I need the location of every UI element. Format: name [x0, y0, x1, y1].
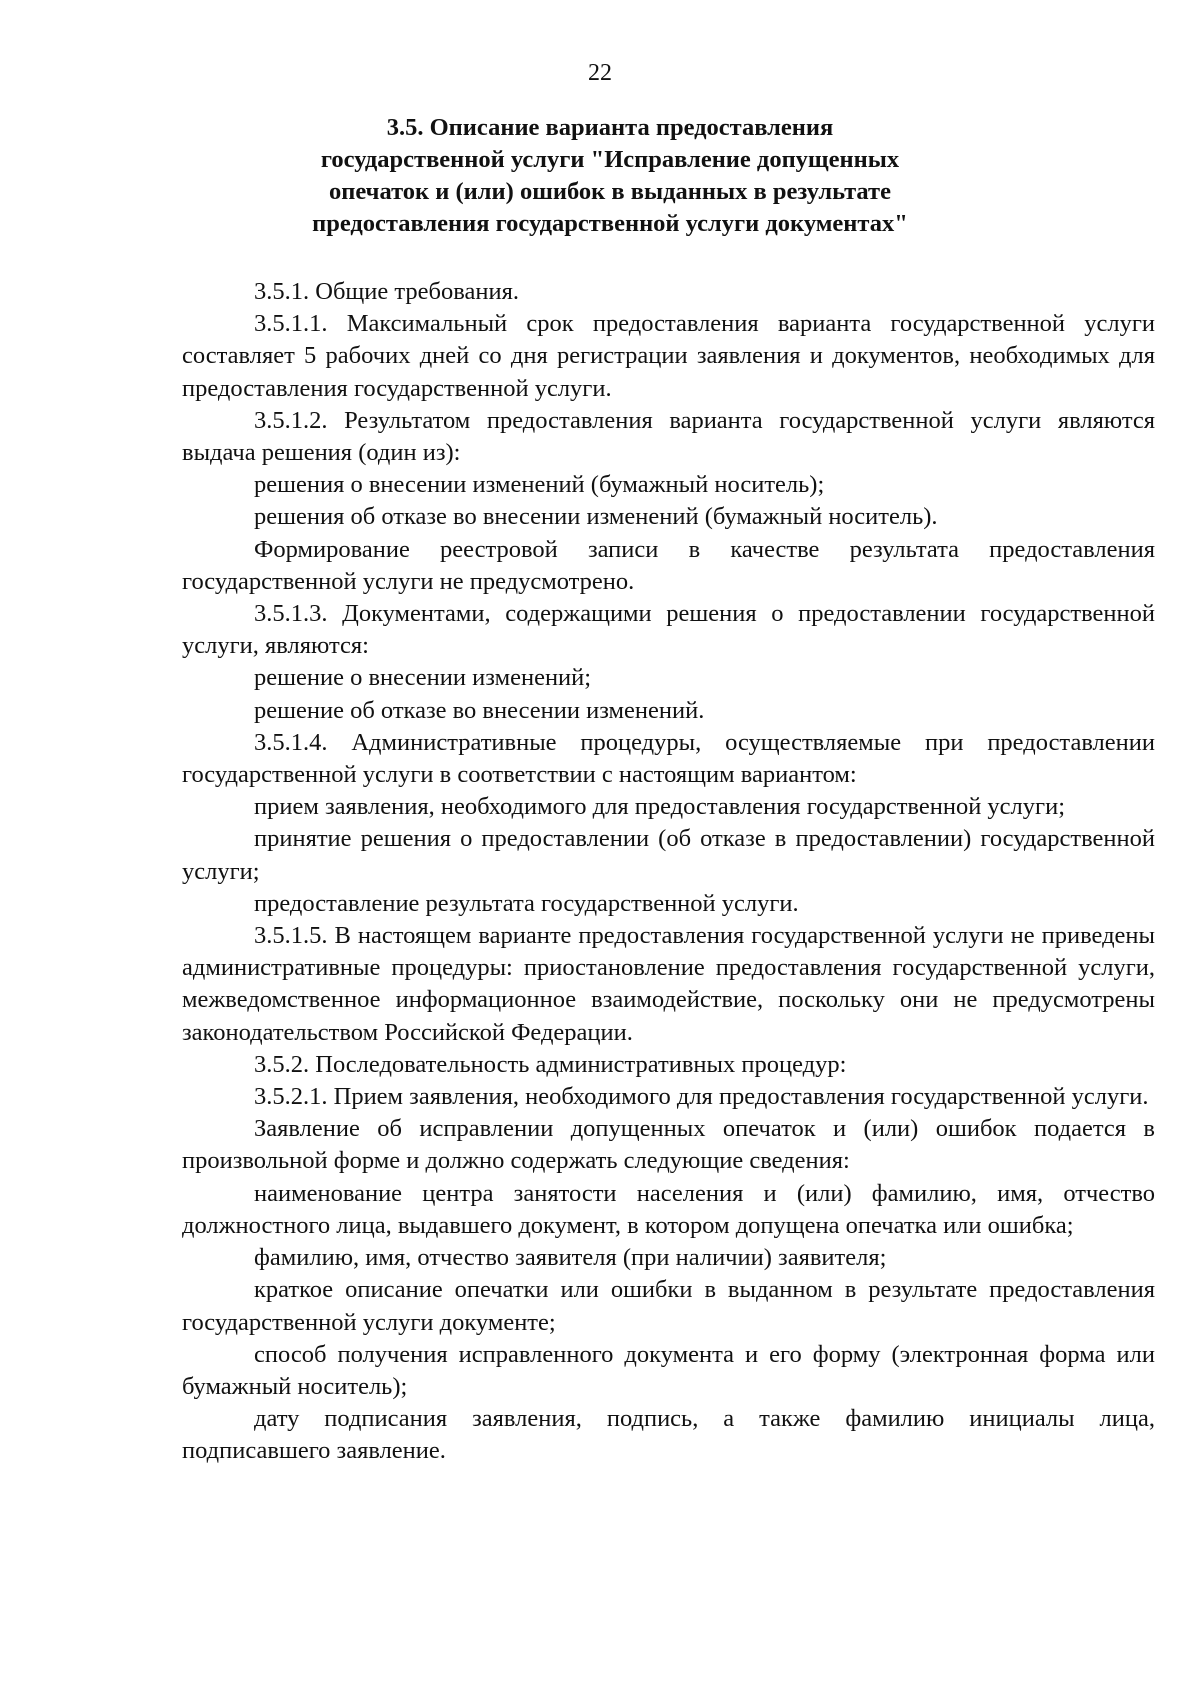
paragraph: принятие решения о предоставлении (об отказе в предоставлении) государственной услуги; [182, 825, 1155, 885]
paragraph: предоставление результата государственной услуги. [254, 889, 799, 917]
heading-line: опечаток и (или) ошибок в выданных в результате [329, 178, 891, 205]
paragraph: 3.5.2. Последовательность административных процедур: [254, 1050, 847, 1078]
paragraph: наименование центра занятости населения и (или) фамилию, имя, отчество должностного лица, выдавшего документ, в котором допущена опечатка или ошибка; [182, 1179, 1155, 1239]
paragraph: 3.5.1.4. Административные процедуры, осуществляемые при предоставлении государственной услуги в соответствии с настоящим вариантом: [182, 728, 1155, 789]
paragraph: краткое описание опечатки или ошибки в выданном в результате предоставления государственной услуги документе; [182, 1276, 1155, 1336]
paragraph: решения о внесении изменений (бумажный носитель); [254, 471, 825, 499]
paragraph: Формирование реестровой записи в качестве результата предоставления государственной услуги не предусмотрено. [182, 535, 1155, 595]
paragraph: 3.5.2.1. Прием заявления, необходимого для предоставления государственной услуги. [254, 1083, 1149, 1111]
paragraph: решения об отказе во внесении изменений (бумажный носитель). [254, 503, 938, 531]
heading-line: 3.5. Описание варианта предоставления [386, 114, 834, 141]
paragraph: 3.5.1.1. Максимальный срок предоставления варианта государственной услуги составляет 5 рабочих дней со дня регистрации заявления и документов, необходимых для предоставления государственной услуги. [182, 310, 1155, 402]
document-body [182, 276, 1155, 1468]
section-heading [250, 112, 970, 240]
paragraph: способ получения исправленного документа и его форму (электронная форма или бумажный носитель); [182, 1340, 1155, 1400]
paragraph: решение об отказе во внесении изменений. [254, 696, 705, 724]
paragraph: 3.5.1.2. Результатом предоставления варианта государственной услуги являются выдача решения (один из): [182, 406, 1155, 467]
heading-line: предоставления государственной услуги документах" [312, 210, 908, 237]
paragraph: 3.5.1.5. В настоящем варианте предоставления государственной услуги не приведены административные процедуры: приостановление предоставления государственной услуги, межведомственное информационное взаимодействие, поскольку они не предусмотрены законодательством Российской Федерации. [182, 922, 1155, 1046]
page-number: 22 [588, 60, 612, 86]
paragraph: 3.5.1. Общие требования. [254, 278, 519, 305]
paragraph: прием заявления, необходимого для предоставления государственной услуги; [254, 793, 1066, 821]
paragraph: 3.5.1.3. Документами, содержащими решения о предоставлении государственной услуги, являются: [182, 600, 1155, 660]
paragraph: решение о внесении изменений; [254, 664, 592, 692]
paragraph: дату подписания заявления, подпись, а также фамилию инициалы лица, подписавшего заявление. [182, 1405, 1155, 1465]
paragraph: Заявление об исправлении допущенных опечаток и (или) ошибок подается в произвольной форме и должно содержать следующие сведения: [182, 1115, 1155, 1175]
paragraph: фамилию, имя, отчество заявителя (при наличии) заявителя; [254, 1244, 887, 1272]
heading-line: государственной услуги "Исправление допущенных [320, 146, 900, 173]
